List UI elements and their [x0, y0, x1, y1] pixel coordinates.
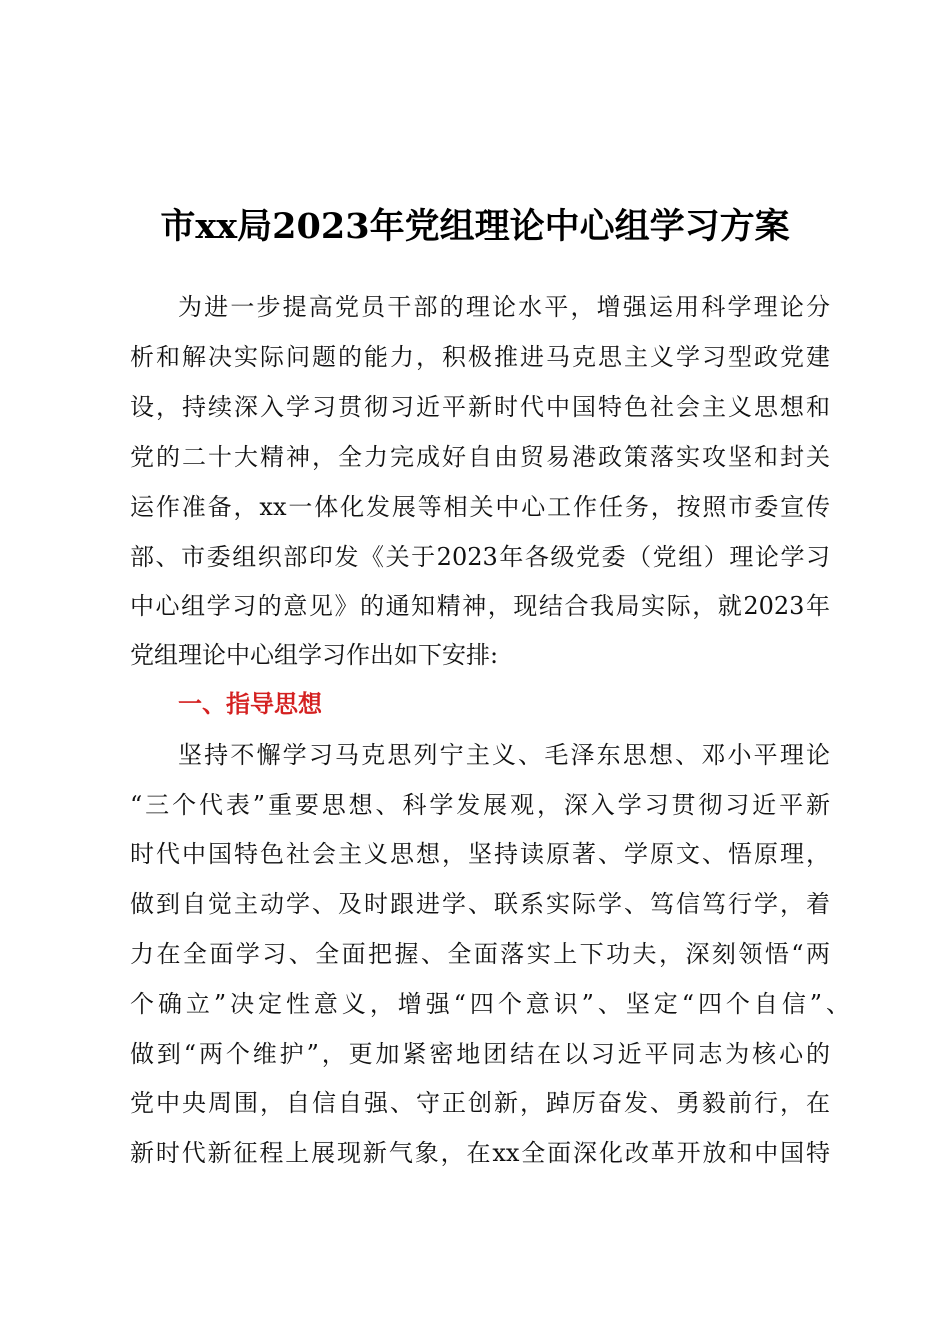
- section-paragraph-line: 做到自觉主动学、及时跟进学、联系实际学、笃信笃行学，着: [130, 890, 830, 918]
- intro-paragraph-line: 为进一步提高党员干部的理论水平，增强运用科学理论分: [178, 293, 830, 321]
- intro-paragraph-line: 设，持续深入学习贯彻习近平新时代中国特色社会主义思想和: [130, 393, 830, 421]
- intro-paragraph-line: 析和解决实际问题的能力，积极推进马克思主义学习型政党建: [130, 343, 830, 371]
- intro-paragraph-line: 部、市委组织部印发《关于2023年各级党委（党组）理论学习: [130, 543, 830, 571]
- section-paragraph-line: 个确立”决定性意义，增强“四个意识”、坚定“四个自信”、: [130, 990, 850, 1018]
- section-paragraph-line: 新时代新征程上展现新气象，在xx全面深化改革开放和中国特: [130, 1139, 830, 1167]
- section-heading-guiding-ideology: 一、指导思想: [178, 690, 322, 718]
- section-paragraph-line: 力在全面学习、全面把握、全面落实上下功夫，深刻领悟“两: [130, 940, 830, 968]
- intro-paragraph-line: 党组理论中心组学习作出如下安排:: [130, 641, 499, 669]
- section-paragraph-line: “三个代表”重要思想、科学发展观，深入学习贯彻习近平新: [130, 791, 830, 819]
- section-paragraph-line: 坚持不懈学习马克思列宁主义、毛泽东思想、邓小平理论: [178, 741, 830, 769]
- intro-paragraph-line: 党的二十大精神，全力完成好自由贸易港政策落实攻坚和封关: [130, 443, 830, 471]
- section-paragraph-line: 时代中国特色社会主义思想，坚持读原著、学原文、悟原理，: [130, 840, 830, 868]
- document-title: 市xx局2023年党组理论中心组学习方案: [160, 206, 790, 247]
- section-paragraph-line: 党中央周围，自信自强、守正创新，踔厉奋发、勇毅前行，在: [130, 1089, 830, 1117]
- intro-paragraph-line: 中心组学习的意见》的通知精神，现结合我局实际，就2023年: [130, 592, 830, 620]
- intro-paragraph-line: 运作准备，xx一体化发展等相关中心工作任务，按照市委宣传: [130, 493, 830, 521]
- section-paragraph-line: 做到“两个维护”，更加紧密地团结在以习近平同志为核心的: [130, 1040, 830, 1068]
